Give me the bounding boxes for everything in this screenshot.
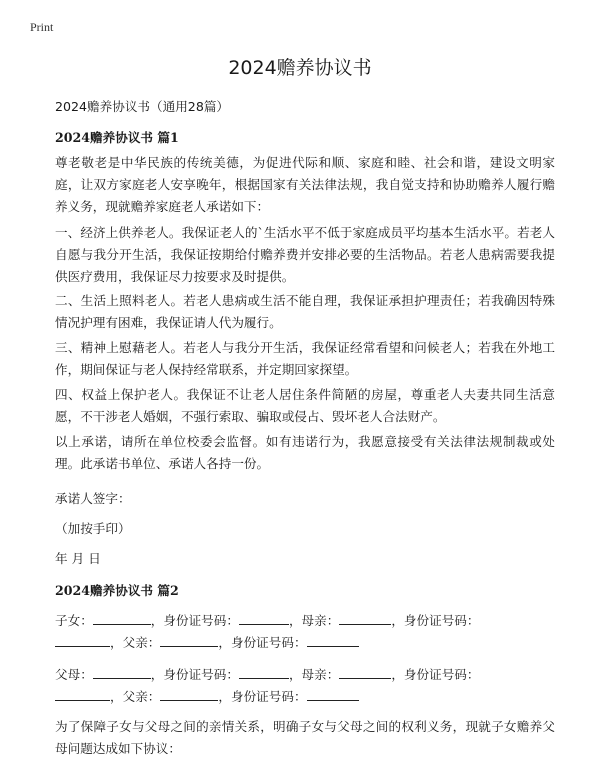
- child-row-1: 子女： ，身份证号码： ，母亲： ，身份证号码：: [55, 613, 480, 628]
- mother-name-blank[interactable]: [339, 612, 391, 625]
- fingerprint-line: （加按手印）: [55, 521, 131, 536]
- parent-row-2: ，父亲： ，身份证号码：: [55, 686, 359, 705]
- date-line: 年 月 日: [55, 551, 101, 566]
- parent-mother-id-blank[interactable]: [55, 688, 110, 701]
- father-name-blank[interactable]: [160, 634, 218, 647]
- print-link[interactable]: Print: [30, 20, 54, 34]
- paragraph-care: 二、生活上照料老人。若老人患病或生活不能自理，我保证承担护理责任；若我确因特殊情况护理有困难，我保证请人代为履行。: [55, 293, 555, 330]
- child-id-blank[interactable]: [239, 612, 289, 625]
- paragraph-closing: 以上承诺，请所在单位校委会监督。如有违诺行为，我愿意接受有关法律法规制裁或处理。此承诺书单位、承诺人各持一份。: [55, 434, 555, 471]
- parent-name-blank[interactable]: [93, 666, 151, 679]
- paragraph-economic: 一、经济上供养老人。我保证老人的`生活水平不低于家庭成员平均基本生活水平。若老人自愿与我分开生活，我保证按期给付赡养费并安排必要的生活物品。若老人患病需要我提供医疗费用，我保证尽力按要求及时提供。: [55, 225, 555, 284]
- document-subtitle: 2024赡养协议书（通用28篇）: [55, 99, 230, 114]
- child-row-2: ，父亲： ，身份证号码：: [55, 632, 359, 651]
- section-heading-2: 2024赡养协议书 篇2: [55, 583, 179, 598]
- signature-line: 承诺人签字：: [55, 491, 131, 506]
- paragraph-spiritual: 三、精神上慰藉老人。若老人与我分开生活，我保证经常看望和问候老人；若我在外地工作，期间保证与老人保持经常联系，并定期回家探望。: [55, 340, 555, 377]
- child-name-blank[interactable]: [93, 612, 151, 625]
- paragraph-intro: 尊老敬老是中华民族的传统美德，为促进代际和顺、家庭和睦、社会和谐，建设文明家庭，让双方家庭老人安享晚年，根据国家有关法律法规，我自觉支持和协助赡养人履行赡养义务，现就赡养家庭老人承诺如下：: [55, 155, 555, 214]
- parent-row-1: 父母： ，身份证号码： ，母亲： ，身份证号码：: [55, 667, 480, 682]
- parent-father-name-blank[interactable]: [160, 688, 218, 701]
- parent-id-blank[interactable]: [239, 666, 289, 679]
- page-title: 2024赡养协议书: [228, 57, 372, 79]
- mother-id-blank[interactable]: [55, 634, 110, 647]
- paragraph-rights: 四、权益上保护老人。我保证不让老人居住条件简陋的房屋，尊重老人夫妻共同生活意愿，不干涉老人婚姻，不强行索取、骗取或侵占、毁坏老人合法财产。: [55, 387, 555, 424]
- parent-mother-name-blank[interactable]: [339, 666, 391, 679]
- section-heading-1: 2024赡养协议书 篇1: [55, 130, 179, 145]
- parent-father-id-blank[interactable]: [307, 688, 359, 701]
- father-id-blank[interactable]: [307, 634, 359, 647]
- paragraph-section2-intro: 为了保障子女与父母之间的亲情关系，明确子女与父母之间的权利义务，现就子女赡养父母问题达成如下协议：: [55, 719, 555, 756]
